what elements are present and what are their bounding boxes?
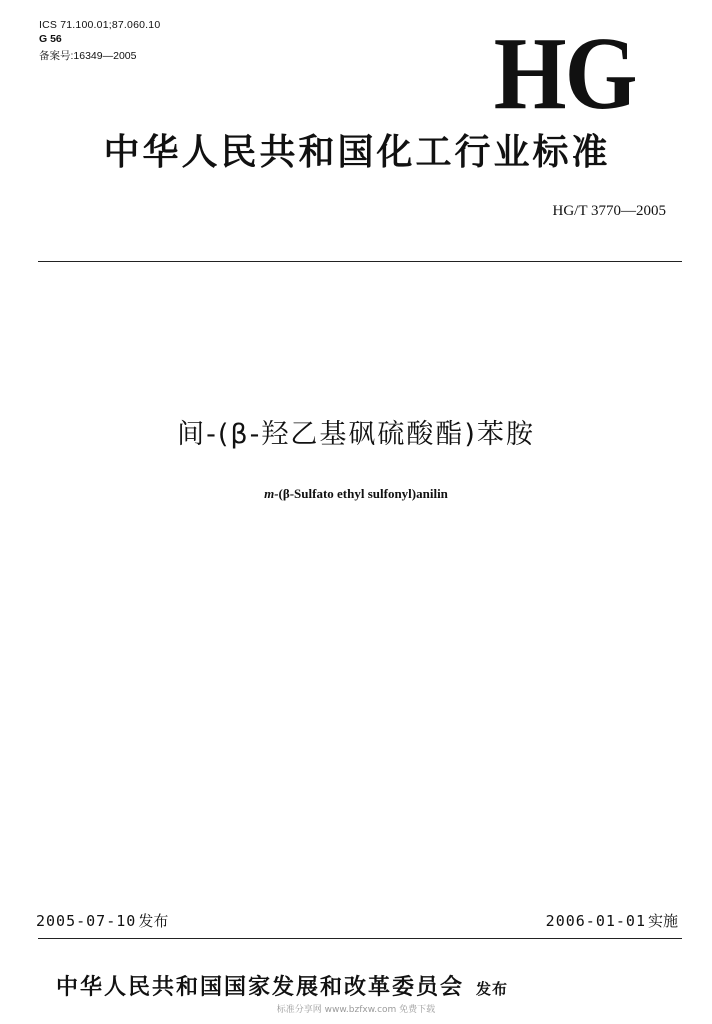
issue-date (36, 910, 168, 931)
implement-date-value: 2006-01-01 (545, 912, 646, 930)
implement-date (546, 910, 678, 931)
standard-number: HG/T 3770—2005 (552, 203, 666, 219)
publisher-name: 中华人民共和国国家发展和改革委员会 (56, 974, 465, 1000)
record-number: 备案号:16349—2005 (39, 50, 137, 62)
product-name-en-prefix: m- (264, 486, 279, 501)
product-name-en-rest: (β-Sulfato ethyl sulfonyl)anilin (278, 486, 448, 501)
header-divider (38, 261, 682, 262)
footer-divider (38, 938, 682, 939)
ics-code: ICS 71.100.01;87.060.10 (39, 19, 161, 31)
publisher (56, 970, 508, 1001)
watermark: 标准分享网 www.bzfxw.com 免费下载 (276, 1005, 436, 1015)
product-name-en (0, 486, 712, 502)
standard-title: 中华人民共和国化工行业标准 (103, 131, 611, 173)
implement-date-label: 实施 (647, 912, 678, 930)
issue-date-label: 发布 (138, 912, 169, 930)
product-name-cn: 间-(β-羟乙基砜硫酸酯)苯胺 (177, 419, 535, 450)
classification-code: G 56 (39, 33, 62, 45)
hg-logo: HG (493, 16, 636, 131)
issue-date-value: 2005-07-10 (36, 912, 137, 930)
publisher-verb: 发布 (476, 980, 509, 998)
